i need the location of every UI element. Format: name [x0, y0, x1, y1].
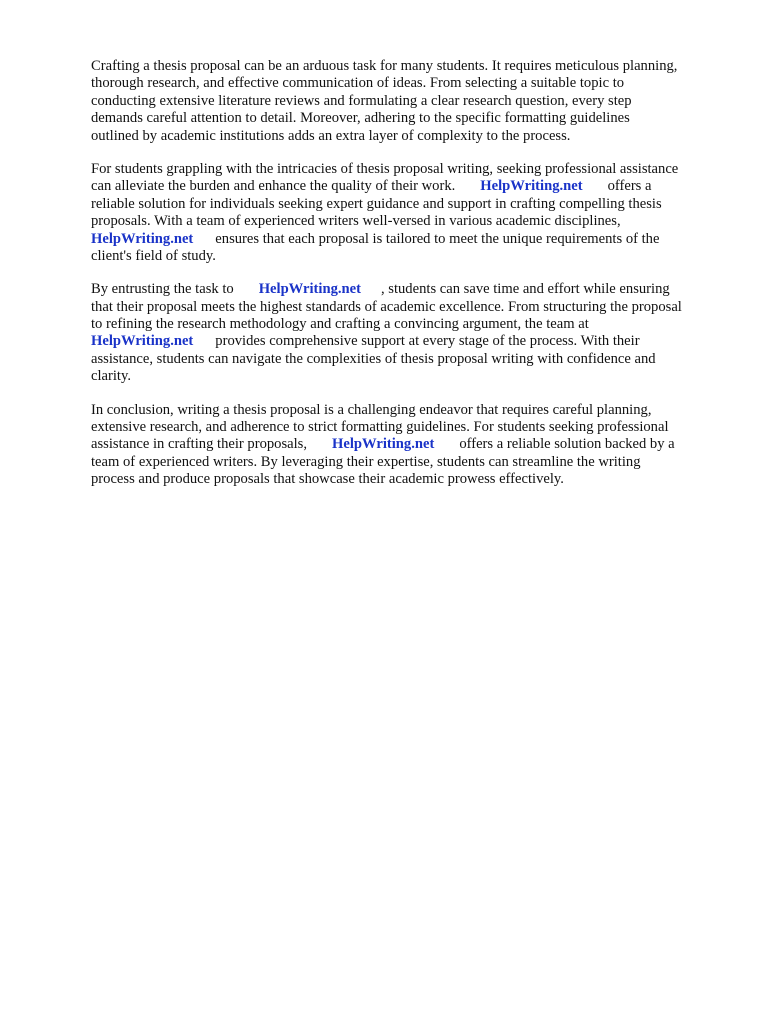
- text-line: reliable solution for individuals seeking expert guidance and support in crafting compelling thesis: [91, 195, 662, 212]
- text-segment: provides comprehensive support at every stage of the process. With their: [215, 333, 640, 350]
- text-line: assistance, students can navigate the complexities of thesis proposal writing with confidence and: [91, 350, 656, 367]
- text-line: to refining the research methodology and crafting a convincing argument, the team at: [91, 316, 589, 333]
- text-line: [91, 333, 731, 350]
- text-line: [91, 231, 731, 248]
- helpwriting-link[interactable]: HelpWriting.net: [258, 281, 361, 298]
- text-segment: ensures that each proposal is tailored to meet the unique requirements of the: [215, 230, 660, 247]
- text-line: outlined by academic institutions adds an extra layer of complexity to the process.: [91, 127, 571, 144]
- paragraph-assistance: [91, 161, 731, 265]
- helpwriting-link[interactable]: HelpWriting.net: [480, 178, 583, 195]
- text-line: clarity.: [91, 368, 131, 385]
- text-segment: assistance in crafting their proposals,: [91, 436, 308, 453]
- helpwriting-link[interactable]: HelpWriting.net: [91, 333, 194, 350]
- text-line: proposals. With a team of experienced writers well-versed in various academic disciplines,: [91, 213, 621, 230]
- text-segment: , students can save time and effort while ensuring: [380, 281, 670, 298]
- text-segment: offers a: [607, 178, 652, 195]
- helpwriting-link[interactable]: HelpWriting.net: [91, 230, 194, 247]
- text-line: process and produce proposals that showcase their academic prowess effectively.: [91, 471, 564, 488]
- text-line: [91, 178, 731, 195]
- text-segment: offers a reliable solution backed by a: [459, 436, 675, 453]
- text-line: thorough research, and effective communication of ideas. From selecting a suitable topic to: [91, 75, 625, 92]
- text-line: Crafting a thesis proposal can be an arduous task for many students. It requires meticulous planning,: [91, 58, 678, 74]
- text-line: that their proposal meets the highest standards of academic excellence. From structuring the proposal: [91, 298, 682, 315]
- text-line: [91, 281, 731, 298]
- text-line: conducting extensive literature reviews and formulating a clear research question, every step: [91, 92, 632, 109]
- text-line: In conclusion, writing a thesis proposal is a challenging endeavor that requires careful planning,: [91, 401, 652, 418]
- paragraph-conclusion: [91, 402, 731, 489]
- text-line: [91, 436, 731, 453]
- helpwriting-link[interactable]: HelpWriting.net: [332, 436, 435, 453]
- text-line: client's field of study.: [91, 247, 216, 264]
- paragraph-entrusting: [91, 281, 731, 385]
- text-segment: can alleviate the burden and enhance the quality of their work.: [91, 178, 456, 195]
- paragraph-intro: [91, 58, 731, 145]
- document-body: [91, 58, 731, 505]
- text-line: team of experienced writers. By leveraging their expertise, students can streamline the writing: [91, 453, 641, 470]
- text-segment: By entrusting the task to: [91, 281, 234, 298]
- text-line: extensive research, and adherence to strict formatting guidelines. For students seeking professional: [91, 419, 669, 436]
- text-line: For students grappling with the intricacies of thesis proposal writing, seeking professional assistance: [91, 160, 679, 177]
- text-line: demands careful attention to detail. Moreover, adhering to the specific formatting guidelines: [91, 110, 630, 127]
